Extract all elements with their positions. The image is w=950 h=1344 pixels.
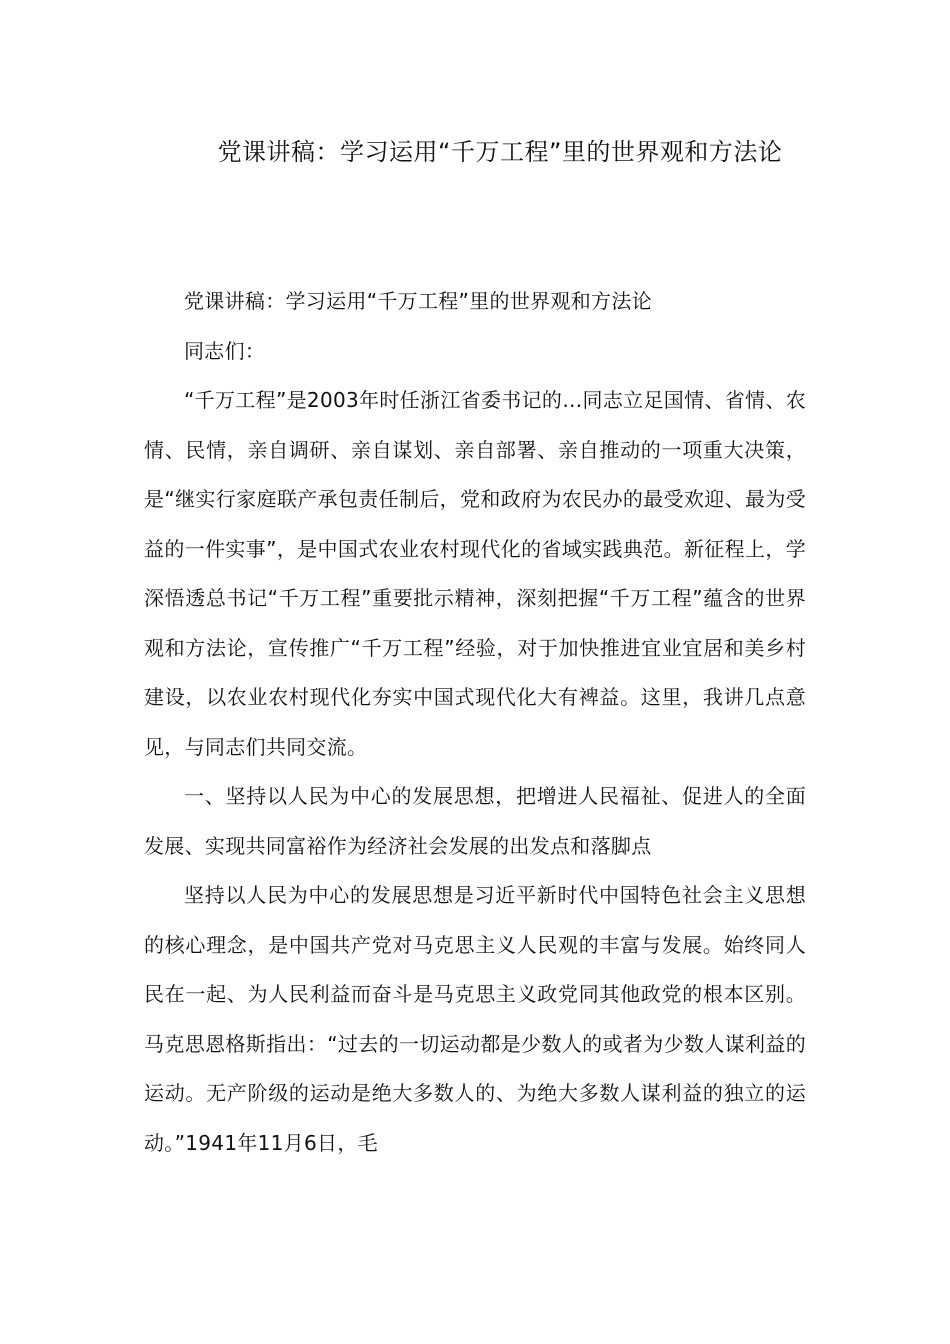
paragraph-section-heading-1: 一、坚持以人民为中心的发展思想，把增进人民福祉、促进人的全面发展、实现共同富裕作为经济社会发展的出发点和落脚点 — [144, 784, 806, 858]
document-title: 党课讲稿：学习运用“千万工程”里的世界观和方法论 — [217, 138, 783, 166]
paragraph-intro: “千万工程”是2003年时任浙江省委书记的…同志立足国情、省情、农情、民情，亲自调研、亲自谋划、亲自部署、亲自推动的一项重大决策，是“继实行家庭联产承包责任制后，党和政府为农民办的最受欢迎、最为受益的一件实事”，是中国式农业农村现代化的省域实践典范。新征程上，学深悟透总书记“千万工程”重要批示精神，深刻把握“千万工程”蕴含的世界观和方法论，宣传推广“千万工程”经验，对于加快推进宜业宜居和美乡村建设，以农业农村现代化夯实中国式现代化大有裨益。这里，我讲几点意见，与同志们共同交流。 — [144, 388, 806, 759]
paragraph-salutation: 同志们： — [184, 338, 266, 363]
paragraph-section-body-1: 坚持以人民为中心的发展思想是习近平新时代中国特色社会主义思想的核心理念，是中国共产党对马克思主义人民观的丰富与发展。始终同人民在一起、为人民利益而奋斗是马克思主义政党同其他政党的根本区别。马克思恩格斯指出：“过去的一切运动都是少数人的或者为少数人谋利益的运动。无产阶级的运动是绝大多数人的、为绝大多数人谋利益的独立的运动。”1941年11月6日，毛 — [144, 883, 806, 1155]
paragraph-heading-repeat: 党课讲稿：学习运用“千万工程”里的世界观和方法论 — [184, 289, 652, 313]
document-body — [144, 277, 806, 1168]
